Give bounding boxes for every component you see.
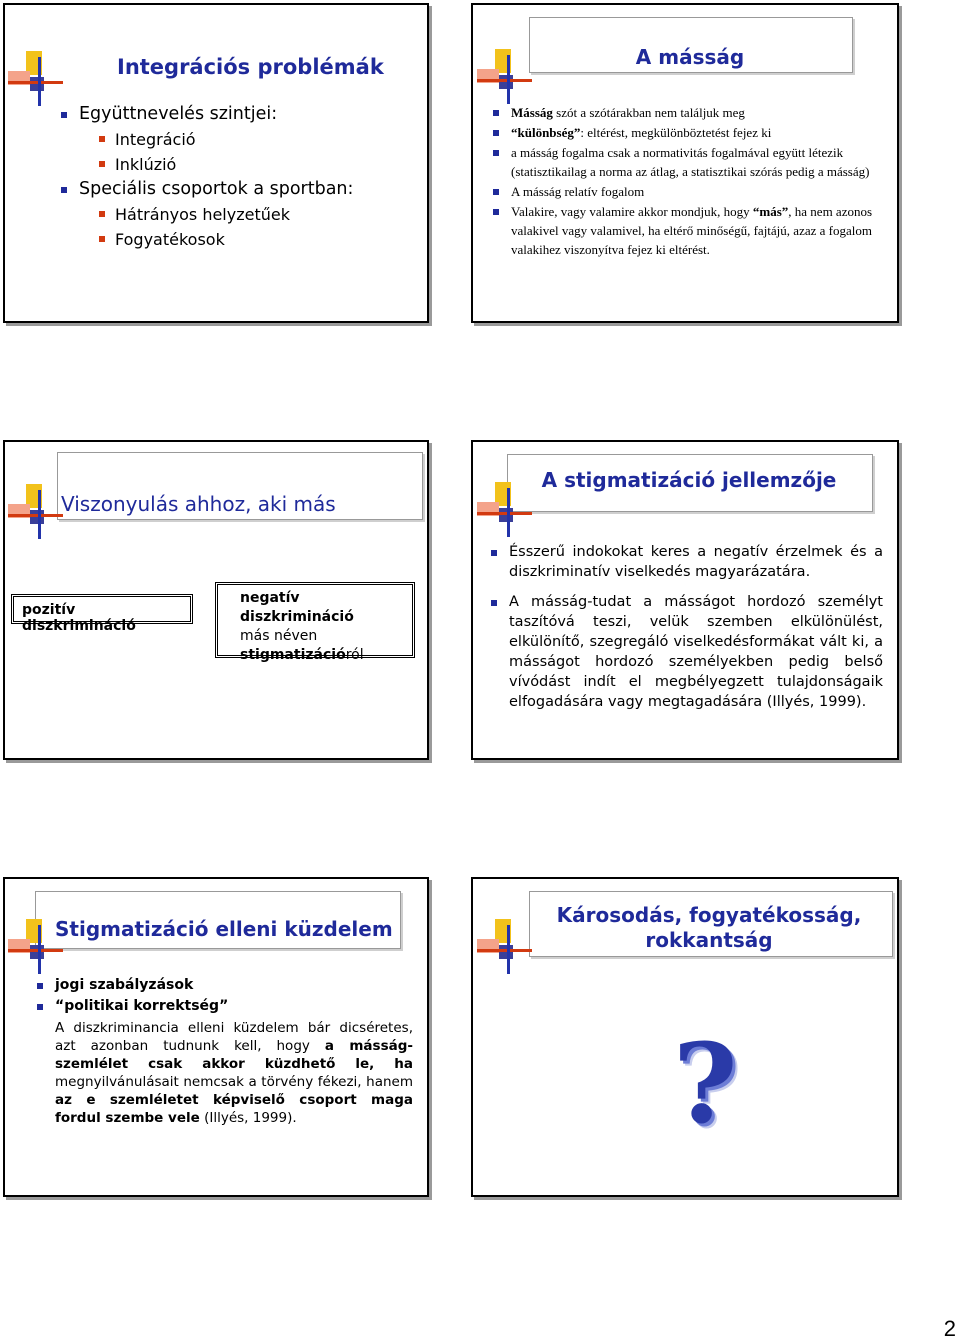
bullet-list	[493, 103, 893, 259]
slide-title: A stigmatizáció jellemzője	[541, 468, 837, 492]
slide-a-massag	[471, 3, 899, 323]
positive-discrimination-box: pozitív diszkrimináció	[11, 594, 193, 624]
list-item: Inklúzió	[99, 152, 353, 177]
paragraph: A diszkriminancia elleni küzdelem bár dicséretes, azt azonban tudnunk kell, hogy a másság-szemlélet csak akkor küzdhető le, ha megnyilvánulásait nemcsak a törvény fékezi, hanem az e szemléletet képviselő csoport maga fordul szembe vele (Illyés, 1999).	[55, 1020, 413, 1126]
bullet-list	[61, 102, 353, 252]
list-item: Valakire, vagy valamire akkor mondjuk, hogy “más”, ha nem azonos valakivel vagy valamivel, ha eltérő minőségű, fajtájú, azaz a fogalom valakihez viszonyítva fejez ki eltérést.	[493, 202, 893, 259]
list-item: A másság relatív fogalom	[493, 182, 893, 201]
slide-title: Viszonyulás ahhoz, aki más	[61, 492, 336, 516]
bullet-list	[491, 542, 883, 712]
slide-title: A másság	[635, 45, 745, 69]
slide-integracios-problemak	[3, 3, 429, 323]
slide-viszonyulas	[3, 440, 429, 760]
page-number: 2	[943, 1316, 956, 1341]
list-item: jogi szabályzások	[37, 975, 228, 996]
slide-title: Integrációs problémák	[117, 55, 384, 79]
slide-decoration-icon	[8, 51, 63, 106]
list-item: Ésszerű indokokat keres a negatív érzelmek és a diszkriminatív viselkedés magyarázatára.	[491, 542, 883, 582]
slide-title: Károsodás, fogyatékosság, rokkantság	[556, 903, 862, 952]
list-item: Másság szót a szótárakban nem találjuk meg	[493, 103, 893, 122]
list-item: Speciális csoportok a sportban: Hátrányos helyzetűek Fogyatékosok	[61, 177, 353, 252]
slide-stigmatizacio-elleni-kuzdelem	[3, 877, 429, 1197]
bullet-list	[37, 975, 228, 1017]
question-mark-icon: ?	[673, 1019, 738, 1148]
slide-karosodas	[471, 877, 899, 1197]
list-item: “különbség”: eltérést, megkülönböztetést fejez ki	[493, 123, 893, 142]
slide-decoration-icon	[8, 484, 63, 539]
list-item: Integráció	[99, 127, 353, 152]
slide-decoration-icon	[477, 919, 532, 974]
list-item: Együttnevelés szintjei: Integráció Inklúzió	[61, 102, 353, 177]
list-item: “politikai korrektség”	[37, 996, 228, 1017]
negative-discrimination-box: negatív diszkrimináció más néven stigmatizációról	[215, 582, 415, 658]
slide-title: Stigmatizáció elleni küzdelem	[55, 917, 393, 941]
slide-decoration-icon	[477, 49, 532, 104]
list-item: Fogyatékosok	[99, 227, 353, 252]
list-item: Hátrányos helyzetűek	[99, 202, 353, 227]
slide-stigmatizacio-jellemzoje	[471, 440, 899, 760]
list-item: A másság-tudat a másságot hordozó személyt taszítóvá teszi, velük szemben elkülönülést, elkülönítő, szegregáló viselkedésformákat vált ki, a másságot hordozó személyekben pedig belső vívódást indít el megbélyegzett tulajdonságaik elfogadására vagy megtagadására (Illyés, 1999).	[491, 592, 883, 712]
list-item: a másság fogalma csak a normativitás fogalmával együtt létezik (statisztikailag a norma az átlag, a statisztikai szórás pedig a másság)	[493, 143, 893, 181]
